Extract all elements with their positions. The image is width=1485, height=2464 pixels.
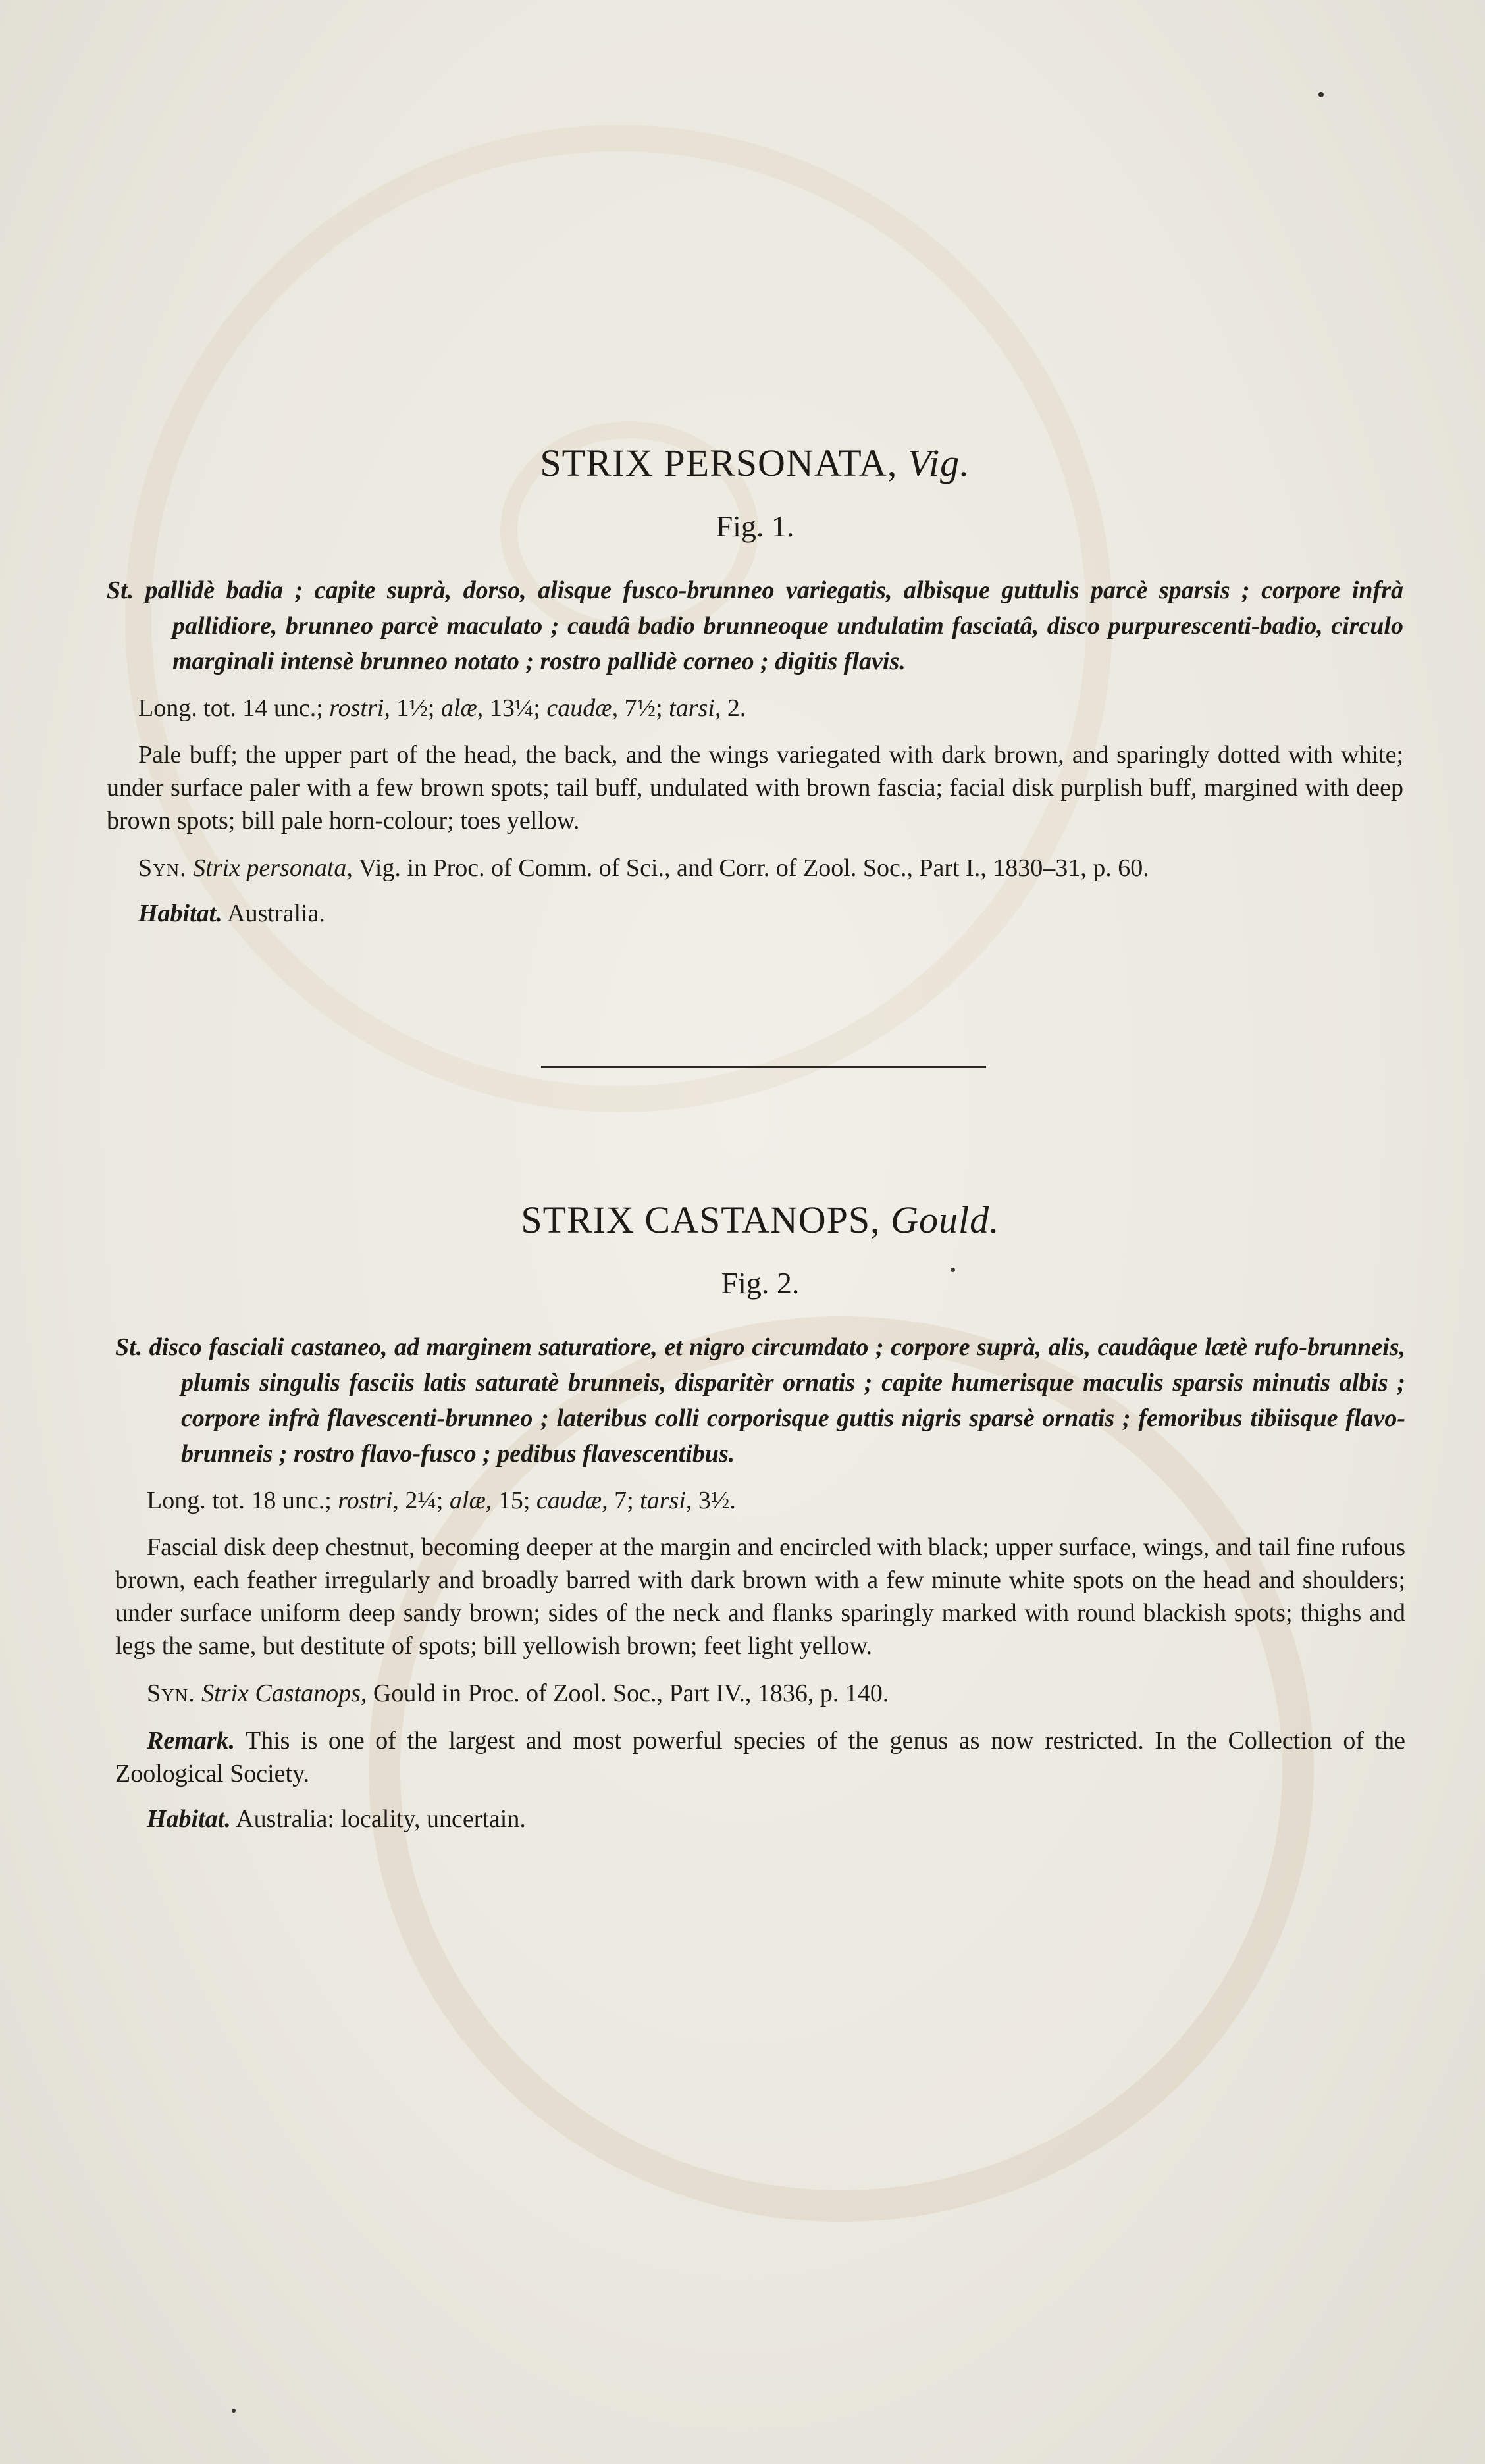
synonym-reference: Gould in Proc. of Zool. Soc., Part IV., 1836, p. 140. xyxy=(367,1680,889,1707)
measure-label: caudæ, xyxy=(546,694,619,722)
paper-speck xyxy=(1318,92,1324,97)
latin-diagnosis: St. pallidè badia ; capite suprà, dorso, alisque fusco-brunneo variegatis, albisque guttulis parcè sparsis ; corpore infrà pallidiore, brunneo parcè maculato ; caudâ badio brunneoque undulatim fasciatâ, disco purpurescenti-badio, circulo marginali intensè brunneo notato ; rostro pallidè corneo ; digitis flavis. xyxy=(107,577,1403,675)
measure-value: 7½; xyxy=(618,694,669,722)
synonym-label: Syn. xyxy=(147,1680,195,1707)
figure-number: Fig. 1. xyxy=(716,509,795,543)
latin-diagnosis: St. disco fasciali castaneo, ad marginem saturatiore, et nigro circumdato ; corpore suprà, alis, caudâque lætè rufo-brunneis, plumis singulis fasciis latis saturatè brunneis, disparitèr ornatis ; capite humerisque maculis sparsis minutis albis ; corpore infrà flavescenti-brunneo ; lateribus colli corporisque guttis nigris sparsè ornatis ; femoribus tibiisque flavo-brunneis ; rostro flavo-fusco ; pedibus flavescentibus. xyxy=(115,1333,1405,1468)
measure-total: Long. tot. 14 unc.; xyxy=(138,694,330,722)
habitat-label: Habitat. xyxy=(147,1805,231,1833)
synonym-name: Strix personata, xyxy=(193,854,353,882)
english-description: Fascial disk deep chestnut, becoming deeper at the margin and encircled with black; upper surface, wings, and tail fine rufous brown, each feather irregularly and broadly barred with dark brown with a few minute white spots on the head and shoulders; under surface uniform deep sandy brown; sides of the neck and flanks sparingly marked with round blackish spots; thighs and legs the same, but destitute of spots; bill yellowish brown; feet light yellow. xyxy=(115,1533,1405,1660)
measurements xyxy=(147,1486,1405,1515)
measure-value: 2¼; xyxy=(398,1487,450,1514)
habitat-value: Australia. xyxy=(222,900,325,927)
remark-text: This is one of the largest and most powerful species of the genus as now restricted. In the Collection of the Zoological Society. xyxy=(115,1727,1405,1787)
measure-total: Long. tot. 18 unc.; xyxy=(147,1487,338,1514)
measure-label: rostri, xyxy=(329,694,390,722)
species-name: STRIX PERSONATA, xyxy=(540,442,898,484)
synonym-name: Strix Castanops, xyxy=(201,1680,367,1707)
figure-number: Fig. 2. xyxy=(721,1266,800,1300)
habitat-value: Australia: locality, uncertain. xyxy=(230,1805,526,1833)
measure-value: 7; xyxy=(608,1487,640,1514)
measure-label: alæ, xyxy=(449,1487,492,1514)
species-authority: Gould. xyxy=(891,1198,1000,1241)
species-authority: Vig. xyxy=(907,442,970,484)
synonym-reference: Vig. in Proc. of Comm. of Sci., and Corr. of Zool. Soc., Part I., 1830–31, p. 60. xyxy=(352,854,1149,882)
measure-value: 15; xyxy=(492,1487,536,1514)
habitat-label: Habitat. xyxy=(138,900,222,927)
synonym-label: Syn. xyxy=(138,854,187,882)
measure-value: 2. xyxy=(721,694,746,722)
species-entry-strix-personata xyxy=(107,441,1403,928)
measure-label: caudæ, xyxy=(536,1487,608,1514)
synonymy xyxy=(147,1677,1405,1710)
species-name: STRIX CASTANOPS, xyxy=(521,1198,881,1241)
synonymy xyxy=(138,852,1403,885)
section-divider xyxy=(541,1066,986,1068)
measure-label: tarsi, xyxy=(640,1487,692,1514)
species-entry-strix-castanops xyxy=(115,1198,1405,1834)
habitat xyxy=(147,1805,1405,1834)
measure-label: rostri, xyxy=(338,1487,399,1514)
measure-label: tarsi, xyxy=(669,694,721,722)
measure-label: alæ, xyxy=(440,694,484,722)
species-title xyxy=(115,1198,1405,1242)
measure-value: 1½; xyxy=(390,694,441,722)
measure-value: 3½. xyxy=(692,1487,736,1514)
paper-speck xyxy=(232,2409,236,2413)
english-description: Pale buff; the upper part of the head, the back, and the wings variegated with dark brown, and sparingly dotted with white; under surface paler with a few brown spots; tail buff, undulated with brown fascia; facial disk purplish buff, margined with deep brown spots; bill pale horn-colour; toes yellow. xyxy=(107,741,1403,834)
measurements xyxy=(138,694,1403,723)
species-title xyxy=(107,441,1403,485)
habitat xyxy=(138,899,1403,928)
remark xyxy=(115,1724,1405,1790)
remark-label: Remark. xyxy=(147,1727,236,1755)
measure-value: 13¼; xyxy=(483,694,547,722)
